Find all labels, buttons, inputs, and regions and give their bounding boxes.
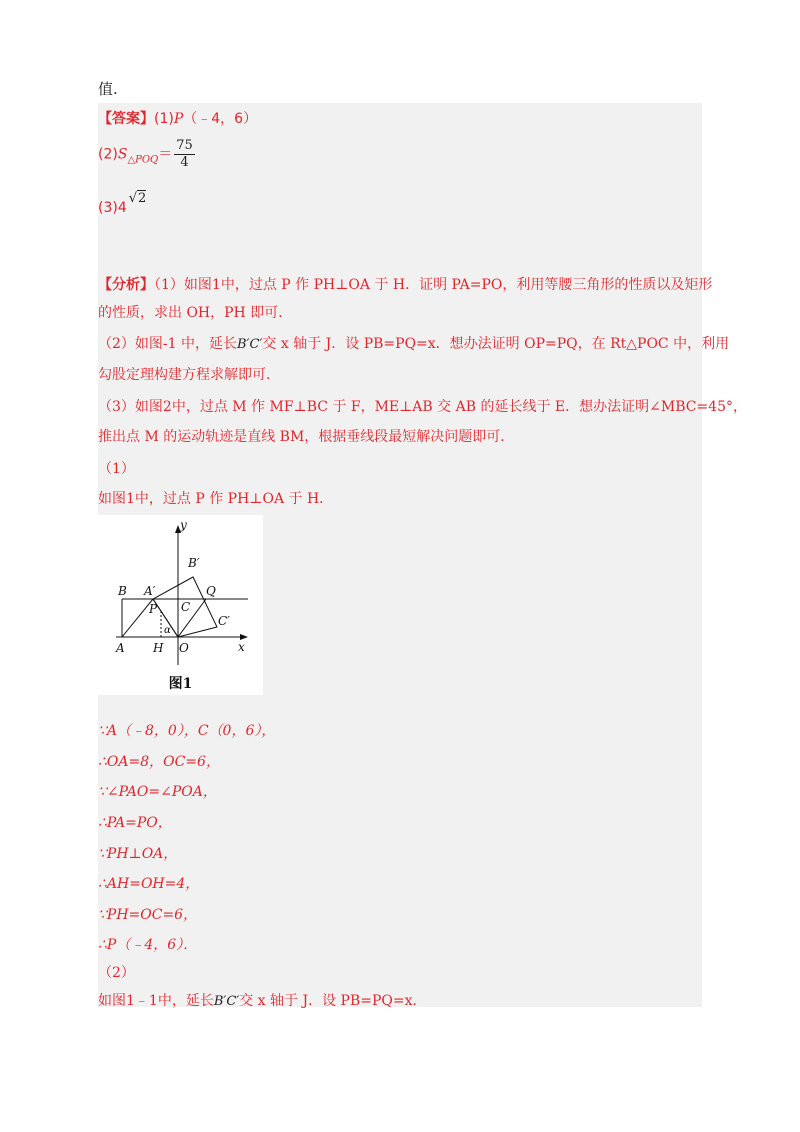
label-c: C [181, 600, 191, 614]
analysis-p1-l1: （1）如图1中，过点 P 作 PH⊥OA 于 H．证明 PA=PO，利用等腰三角形的性质以及矩形 [154, 277, 713, 293]
step-1: ∵A（﹣8，0），C（0，6）， [98, 723, 276, 739]
label-c-prime: C′ [218, 614, 230, 628]
answer-tag: 【答案】 [98, 111, 154, 127]
step-8: ∴P（﹣4，6）． [98, 937, 198, 953]
answer-line-1 [98, 108, 257, 128]
answer-2-prefix: (2) [98, 146, 118, 163]
label-o: O [179, 641, 189, 655]
analysis-line-5: （3）如图2中，过点 M 作 MF⊥BC 于 F，ME⊥AB 交 AB 的延长线于 E．想办法证明∠MBC=45°， [98, 399, 747, 415]
analysis-p2-l1-b: 交 x 轴于 J．设 PB=PQ=x．想办法证明 OP=PQ，在 Rt△POC 中，利用 [262, 336, 730, 352]
answer-3-radicand: 2 [138, 191, 147, 206]
step-3: ∵∠PAO=∠POA， [98, 784, 217, 800]
answer-line-3 [98, 191, 147, 216]
label-a: A [116, 641, 125, 655]
label-b: B [118, 584, 127, 598]
label-q: Q [206, 584, 216, 598]
analysis-tag: 【分析】 [98, 277, 154, 293]
answer-2-var: S [117, 146, 128, 163]
figure-1-caption: 图1 [168, 676, 193, 692]
part2-text-a: 如图1﹣1中，延长 [98, 993, 214, 1009]
analysis-p2-segment: B′C′ [237, 337, 263, 352]
figure-1 [98, 515, 263, 695]
analysis-line-1 [98, 274, 712, 294]
answer-2-denominator: 4 [180, 155, 189, 170]
figure-1-diagram [98, 515, 263, 675]
answer-1-var: P [173, 111, 184, 127]
label-x: x [238, 640, 245, 654]
answer-2-eq: ＝ [158, 146, 173, 163]
part2-text-b: 交 x 轴于 J．设 PB=PQ=x． [239, 993, 427, 1009]
answer-1-value: （﹣4，6） [183, 111, 258, 127]
analysis-p2-l1-a: （2）如图-1 中，延长 [98, 336, 237, 352]
step-5: ∵PH⊥OA， [98, 846, 178, 862]
step-7: ∵PH=OC=6， [98, 907, 198, 923]
top-text: 值. [98, 80, 118, 98]
analysis-line-2: 的性质，求出 OH，PH 即可． [98, 305, 293, 321]
label-h: H [153, 641, 164, 655]
answer-2-numerator: 75 [176, 138, 193, 153]
solution-part2-intro [98, 990, 427, 1010]
answer-2-fraction [174, 138, 195, 171]
answer-3-sqrt: √2 [128, 191, 147, 206]
step-4: ∴PA=PO， [98, 815, 172, 831]
label-a-prime: A′ [144, 584, 156, 598]
label-b-prime: B′ [188, 556, 200, 570]
step-6: ∴AH=OH=4， [98, 876, 200, 892]
analysis-line-6: 推出点 M 的运动轨迹是直线 BM，根据垂线段最短解决问题即可． [98, 429, 515, 445]
analysis-line-4: 勾股定理构建方程求解即可． [98, 367, 280, 383]
answer-1-prefix: (1) [154, 111, 174, 127]
step-2: ∴OA=8，OC=6， [98, 754, 220, 770]
analysis-line-3 [98, 333, 729, 353]
solution-part1-label: （1） [98, 461, 135, 477]
answer-line-2 [98, 138, 195, 171]
label-y: y [180, 518, 187, 532]
solution-part1-intro: 如图1中，过点 P 作 PH⊥OA 于 H． [98, 491, 334, 507]
label-p: P [149, 602, 158, 616]
solution-part2-label: （2） [98, 965, 135, 981]
answer-3-prefix: (3)4 [98, 200, 127, 216]
label-alpha: α [164, 625, 171, 636]
part2-segment: B′C′ [213, 994, 240, 1009]
answer-2-sub: △POQ [127, 154, 159, 166]
